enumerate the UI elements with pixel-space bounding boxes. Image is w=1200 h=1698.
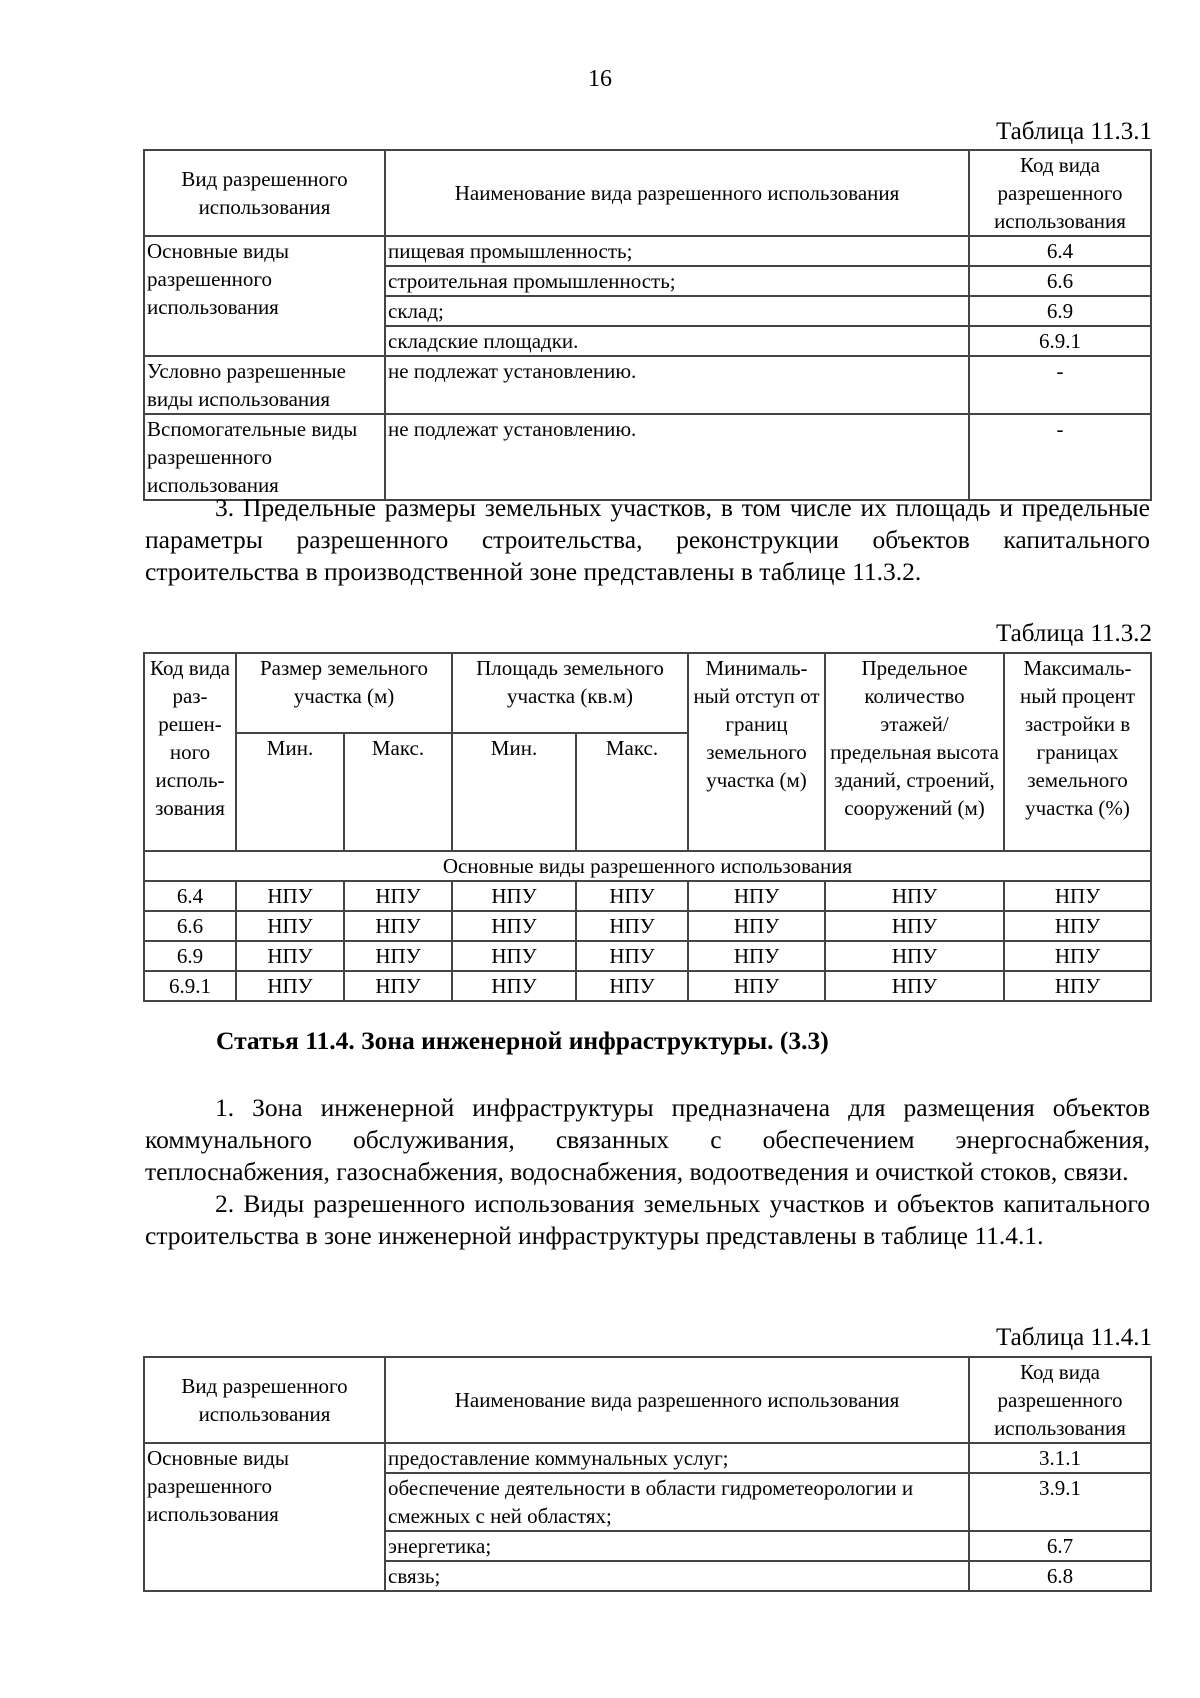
table-caption-11-4-1: Таблица 11.4.1 xyxy=(996,1324,1152,1351)
usage-name: складские площадки. xyxy=(385,326,969,356)
table-11-3-2 xyxy=(143,652,1152,1002)
table-caption-11-3-2: Таблица 11.3.2 xyxy=(996,620,1152,647)
table-section-row xyxy=(144,851,1151,881)
group-conditional-uses: Условно разрешенные виды использования xyxy=(144,356,385,414)
header-max-coverage: Максималь-ный процент застройки в границах земельного участка (%) xyxy=(1004,653,1151,851)
cell-value: НПУ xyxy=(576,971,688,1001)
table-11-3-1 xyxy=(143,149,1152,501)
header-floors-height: Предельное количество этажей/ предельная высота зданий, строений, сооружений (м) xyxy=(825,653,1004,851)
cell-value: НПУ xyxy=(576,911,688,941)
cell-value: НПУ xyxy=(344,911,452,941)
usage-name: пищевая промышленность; xyxy=(385,236,969,266)
header-usage-name: Наименование вида разрешенного использования xyxy=(385,150,969,236)
cell-value: НПУ xyxy=(1004,941,1151,971)
header-size-min: Мин. xyxy=(236,733,344,851)
table-row xyxy=(144,236,1151,266)
row-code: 6.9.1 xyxy=(144,971,236,1001)
usage-name: предоставление коммунальных услуг; xyxy=(385,1443,969,1473)
paragraph-2: 2. Виды разрешенного использования земельных участков и объектов капитального строительства в зоне инженерной инфраструктуры представлены в таблице 11.4.1. xyxy=(145,1189,1150,1250)
header-plot-size: Размер земельного участка (м) xyxy=(236,653,452,733)
table-row xyxy=(144,941,1151,971)
header-min-setback: Минималь-ный отступ от границ земельного участка (м) xyxy=(688,653,825,851)
table-header-row xyxy=(144,653,1151,733)
cell-value: НПУ xyxy=(236,881,344,911)
table-row xyxy=(144,1443,1151,1473)
usage-name: не подлежат установлению. xyxy=(385,414,969,500)
cell-value: НПУ xyxy=(344,971,452,1001)
group-main-uses: Основные виды разрешенного использования xyxy=(144,236,385,356)
header-usage-code: Код вида разрешенного использования xyxy=(969,1357,1151,1443)
header-size-max: Макс. xyxy=(344,733,452,851)
cell-value: НПУ xyxy=(825,911,1004,941)
usage-name: связь; xyxy=(385,1561,969,1591)
article-body xyxy=(145,1092,1150,1252)
cell-value: НПУ xyxy=(452,911,576,941)
usage-code: 6.9 xyxy=(969,296,1151,326)
cell-value: НПУ xyxy=(825,881,1004,911)
table-header-row xyxy=(144,150,1151,236)
paragraph-text: 3. Предельные размеры земельных участков, в том числе их площадь и предельные параметры разрешенного строительства, реконструкции объектов капитального строительства в производственной зоне представлены в таблице 11.3.2. xyxy=(145,493,1150,586)
cell-value: НПУ xyxy=(1004,881,1151,911)
usage-name: склад; xyxy=(385,296,969,326)
group-auxiliary-uses: Вспомогательные виды разрешенного использования xyxy=(144,414,385,500)
header-area-min: Мин. xyxy=(452,733,576,851)
usage-code: 6.4 xyxy=(969,236,1151,266)
usage-code: 6.9.1 xyxy=(969,326,1151,356)
cell-value: НПУ xyxy=(344,941,452,971)
article-heading: Статья 11.4. Зона инженерной инфраструктуры. (3.3) xyxy=(216,1026,829,1055)
usage-code: 6.8 xyxy=(969,1561,1151,1591)
header-plot-area: Площадь земельного участка (кв.м) xyxy=(452,653,688,733)
usage-code: - xyxy=(969,414,1151,500)
row-code: 6.9 xyxy=(144,941,236,971)
cell-value: НПУ xyxy=(688,941,825,971)
usage-code: 3.9.1 xyxy=(969,1473,1151,1531)
cell-value: НПУ xyxy=(1004,971,1151,1001)
cell-value: НПУ xyxy=(452,941,576,971)
cell-value: НПУ xyxy=(825,971,1004,1001)
page-number: 16 xyxy=(588,66,612,92)
group-main-uses: Основные виды разрешенного использования xyxy=(144,1443,385,1591)
paragraph-3 xyxy=(145,492,1150,588)
table-row xyxy=(144,414,1151,500)
usage-name: энергетика; xyxy=(385,1531,969,1561)
table-row xyxy=(144,881,1151,911)
cell-value: НПУ xyxy=(236,911,344,941)
paragraph-1: 1. Зона инженерной инфраструктуры предназначена для размещения объектов коммунального обслуживания, связанных с обеспечением энергоснабжения, теплоснабжения, газоснабжения, водоснабжения, водоотведения и очисткой стоков, связи. xyxy=(145,1093,1150,1186)
cell-value: НПУ xyxy=(576,881,688,911)
usage-name: не подлежат установлению. xyxy=(385,356,969,414)
header-area-max: Макс. xyxy=(576,733,688,851)
usage-name: обеспечение деятельности в области гидрометеорологии и смежных с ней областях; xyxy=(385,1473,969,1531)
header-usage-type: Вид разрешенного использования xyxy=(144,1357,385,1443)
header-usage-type: Вид разрешенного использования xyxy=(144,150,385,236)
usage-code: 6.6 xyxy=(969,266,1151,296)
table-row xyxy=(144,911,1151,941)
header-usage-code: Код вида разрешенного использования xyxy=(969,150,1151,236)
usage-code: 3.1.1 xyxy=(969,1443,1151,1473)
cell-value: НПУ xyxy=(688,881,825,911)
header-usage-name: Наименование вида разрешенного использования xyxy=(385,1357,969,1443)
usage-code: - xyxy=(969,356,1151,414)
cell-value: НПУ xyxy=(236,971,344,1001)
table-row xyxy=(144,971,1151,1001)
table-row xyxy=(144,356,1151,414)
cell-value: НПУ xyxy=(452,971,576,1001)
cell-value: НПУ xyxy=(236,941,344,971)
cell-value: НПУ xyxy=(825,941,1004,971)
table-11-4-1 xyxy=(143,1356,1152,1592)
cell-value: НПУ xyxy=(688,911,825,941)
usage-name: строительная промышленность; xyxy=(385,266,969,296)
header-code: Код вида раз-решен-ного исполь-зования xyxy=(144,653,236,851)
cell-value: НПУ xyxy=(1004,911,1151,941)
cell-value: НПУ xyxy=(452,881,576,911)
table-caption-11-3-1: Таблица 11.3.1 xyxy=(996,118,1152,145)
usage-code: 6.7 xyxy=(969,1531,1151,1561)
cell-value: НПУ xyxy=(344,881,452,911)
row-code: 6.4 xyxy=(144,881,236,911)
cell-value: НПУ xyxy=(576,941,688,971)
section-main-uses: Основные виды разрешенного использования xyxy=(144,851,1151,881)
table-header-row xyxy=(144,1357,1151,1443)
cell-value: НПУ xyxy=(688,971,825,1001)
row-code: 6.6 xyxy=(144,911,236,941)
